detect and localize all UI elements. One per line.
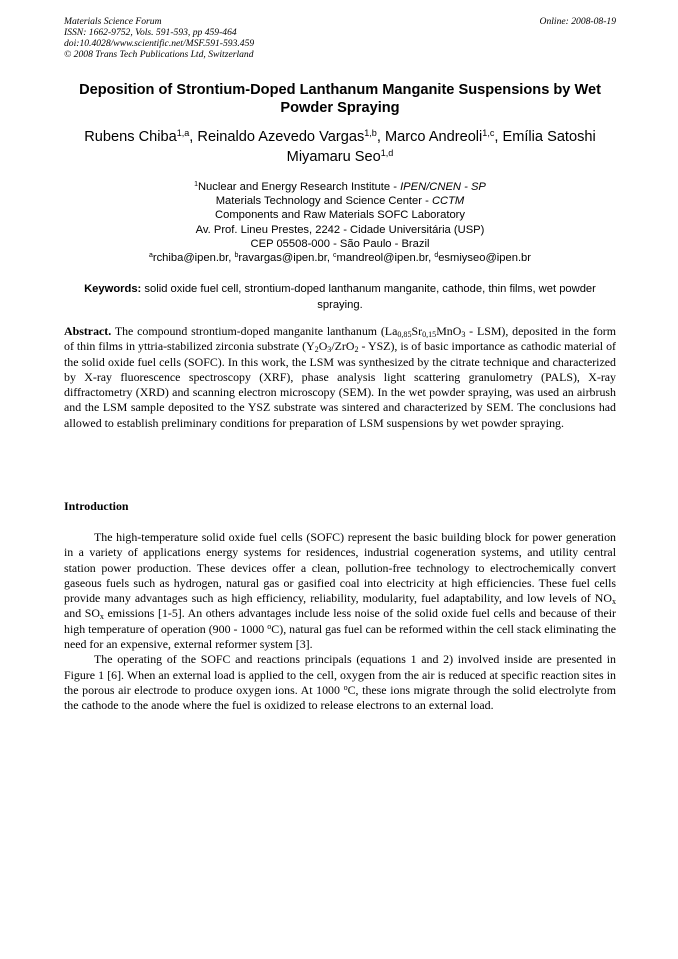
author-affiliation-mark: 1,c: [482, 128, 495, 139]
paragraph: The high-temperature solid oxide fuel cells (SOFC) represent the basic building block for power generation in a variety of applications energy systems for residences, industrial cogeneration systems, and utility central station power production. These devices offer a clean, pollution-free technology to electrochemically convert gaseous fuels such as hydrogen, natural gas or gasified coal into electricity at high efficiencies. These fuel cells provide many advantages such as high efficiency, reliability, modularity, fuel adaptability, and low levels of $NO_x$ and $SO_x$ emissions [1-5]. An others advantages include less noise of the solid oxide fuel cells and because of their high temperature of operation (900 - 1000 $^o$C), natural gas fuel can be reformed within the cell stack eliminating the need for an expensive, external reformer system [3].: [64, 530, 616, 652]
affiliation-line: CEP 05508-000 - São Paulo - Brazil: [250, 237, 430, 250]
online-date: Online: 2008-08-19: [539, 16, 616, 27]
journal-doi: doi:10.4028/www.scientific.net/MSF.591-593.459: [64, 38, 255, 49]
paper-title: Deposition of Strontium-Doped Lanthanum Manganite Suspensions by Wet Powder Spraying: [79, 82, 601, 116]
journal-header: [64, 16, 616, 60]
author-affiliation-mark: 1,a: [176, 128, 190, 139]
abstract-label: Abstract.: [64, 324, 112, 338]
email-link[interactable]: esmiyseo@ipen.br: [438, 252, 532, 265]
author-name: Reinaldo Azevedo Vargas: [197, 129, 365, 145]
author-list: Rubens Chiba$^{1,a}$, Reinaldo Azevedo Vargas$^{1,b}$, Marco Andreoli$^{1,c}$, Emília Satoshi Miyamaru Seo$^{1,d}$: [84, 128, 596, 165]
affiliation-line: Materials Technology and Science Center - CCTM: [215, 195, 465, 208]
email-link[interactable]: mandreol@ipen.br: [336, 252, 429, 265]
keywords: [64, 282, 616, 313]
section-heading: Introduction: [64, 499, 129, 513]
abstract: Abstract. The compound strontium-doped manganite lanthanum $(La_{0,85}Sr_{0,15}MnO_3 - LSM)$, deposited in the form of thin films in yttria-stabilized zirconia substrate $(Y_2O_3/ZrO_2 - YSZ)$, is of basic importance as cathodic material of the solid oxide fuel cells (SOFC). In this work, the LSM was synthesized by the citrate technique and characterized by X-ray fluorescence spectroscopy (XRF), phase analysis light scattering granulometry (PALS), X-ray diffractometry (XRD) and scanning electron microscopy (SEM). In the wet powder spraying, was used an airbrush and the LSM sample deposited to the YSZ substrate was sintered and characterized by SEM. The conclusions had allowed to establish preliminary conditions for preparation of LSM suspensions by wet powder spraying.: [64, 324, 616, 430]
author-name: Rubens Chiba: [84, 129, 177, 145]
author-affiliation-mark: 1,d: [380, 148, 394, 159]
affiliation-line: $^1$Nuclear and Energy Research Institute - IPEN/CNEN - SP: [194, 181, 486, 193]
author-affiliation-mark: 1,b: [364, 128, 377, 139]
affiliation-line: Components and Raw Materials SOFC Laboratory: [215, 209, 465, 222]
email-link[interactable]: rchiba@ipen.br: [152, 252, 229, 265]
introduction-body: [64, 530, 616, 714]
paragraph: The operating of the SOFC and reactions principals (equations 1 and 2) involved inside are presented in Figure 1 [6]. When an external load is applied to the cell, oxygen from the air is reduced at specific reaction sites in the porous air electrode to produce oxygen ions. At 1000 $^o$C, these ions migrate through the solid electrolyte from the cathode to the anode where the fuel is oxidized to release electrons to an external load.: [64, 652, 616, 713]
journal-issn: ISSN: 1662-9752, Vols. 591-593, pp 459-464: [64, 27, 237, 38]
author-name: Emília Satoshi Miyamaru Seo: [286, 129, 596, 165]
keywords-label: Keywords:: [84, 283, 142, 295]
email-list: $^a$rchiba@ipen.br, $^b$ravargas@ipen.br, $^c$mandreol@ipen.br, $^d$esmiyseo@ipen.br: [148, 252, 532, 265]
journal-copyright: © 2008 Trans Tech Publications Ltd, Switzerland: [64, 49, 254, 60]
keywords-text: solid oxide fuel cell, strontium-doped lanthanum manganite, cathode, thin films, wet powder spraying.: [144, 283, 596, 311]
author-name: Marco Andreoli: [384, 129, 483, 145]
affiliation-block: [64, 180, 616, 265]
journal-name: Materials Science Forum: [64, 16, 162, 27]
email-link[interactable]: ravargas@ipen.br: [238, 252, 327, 265]
affiliation-line: Av. Prof. Lineu Prestes, 2242 - Cidade Universitária (USP): [195, 223, 485, 236]
